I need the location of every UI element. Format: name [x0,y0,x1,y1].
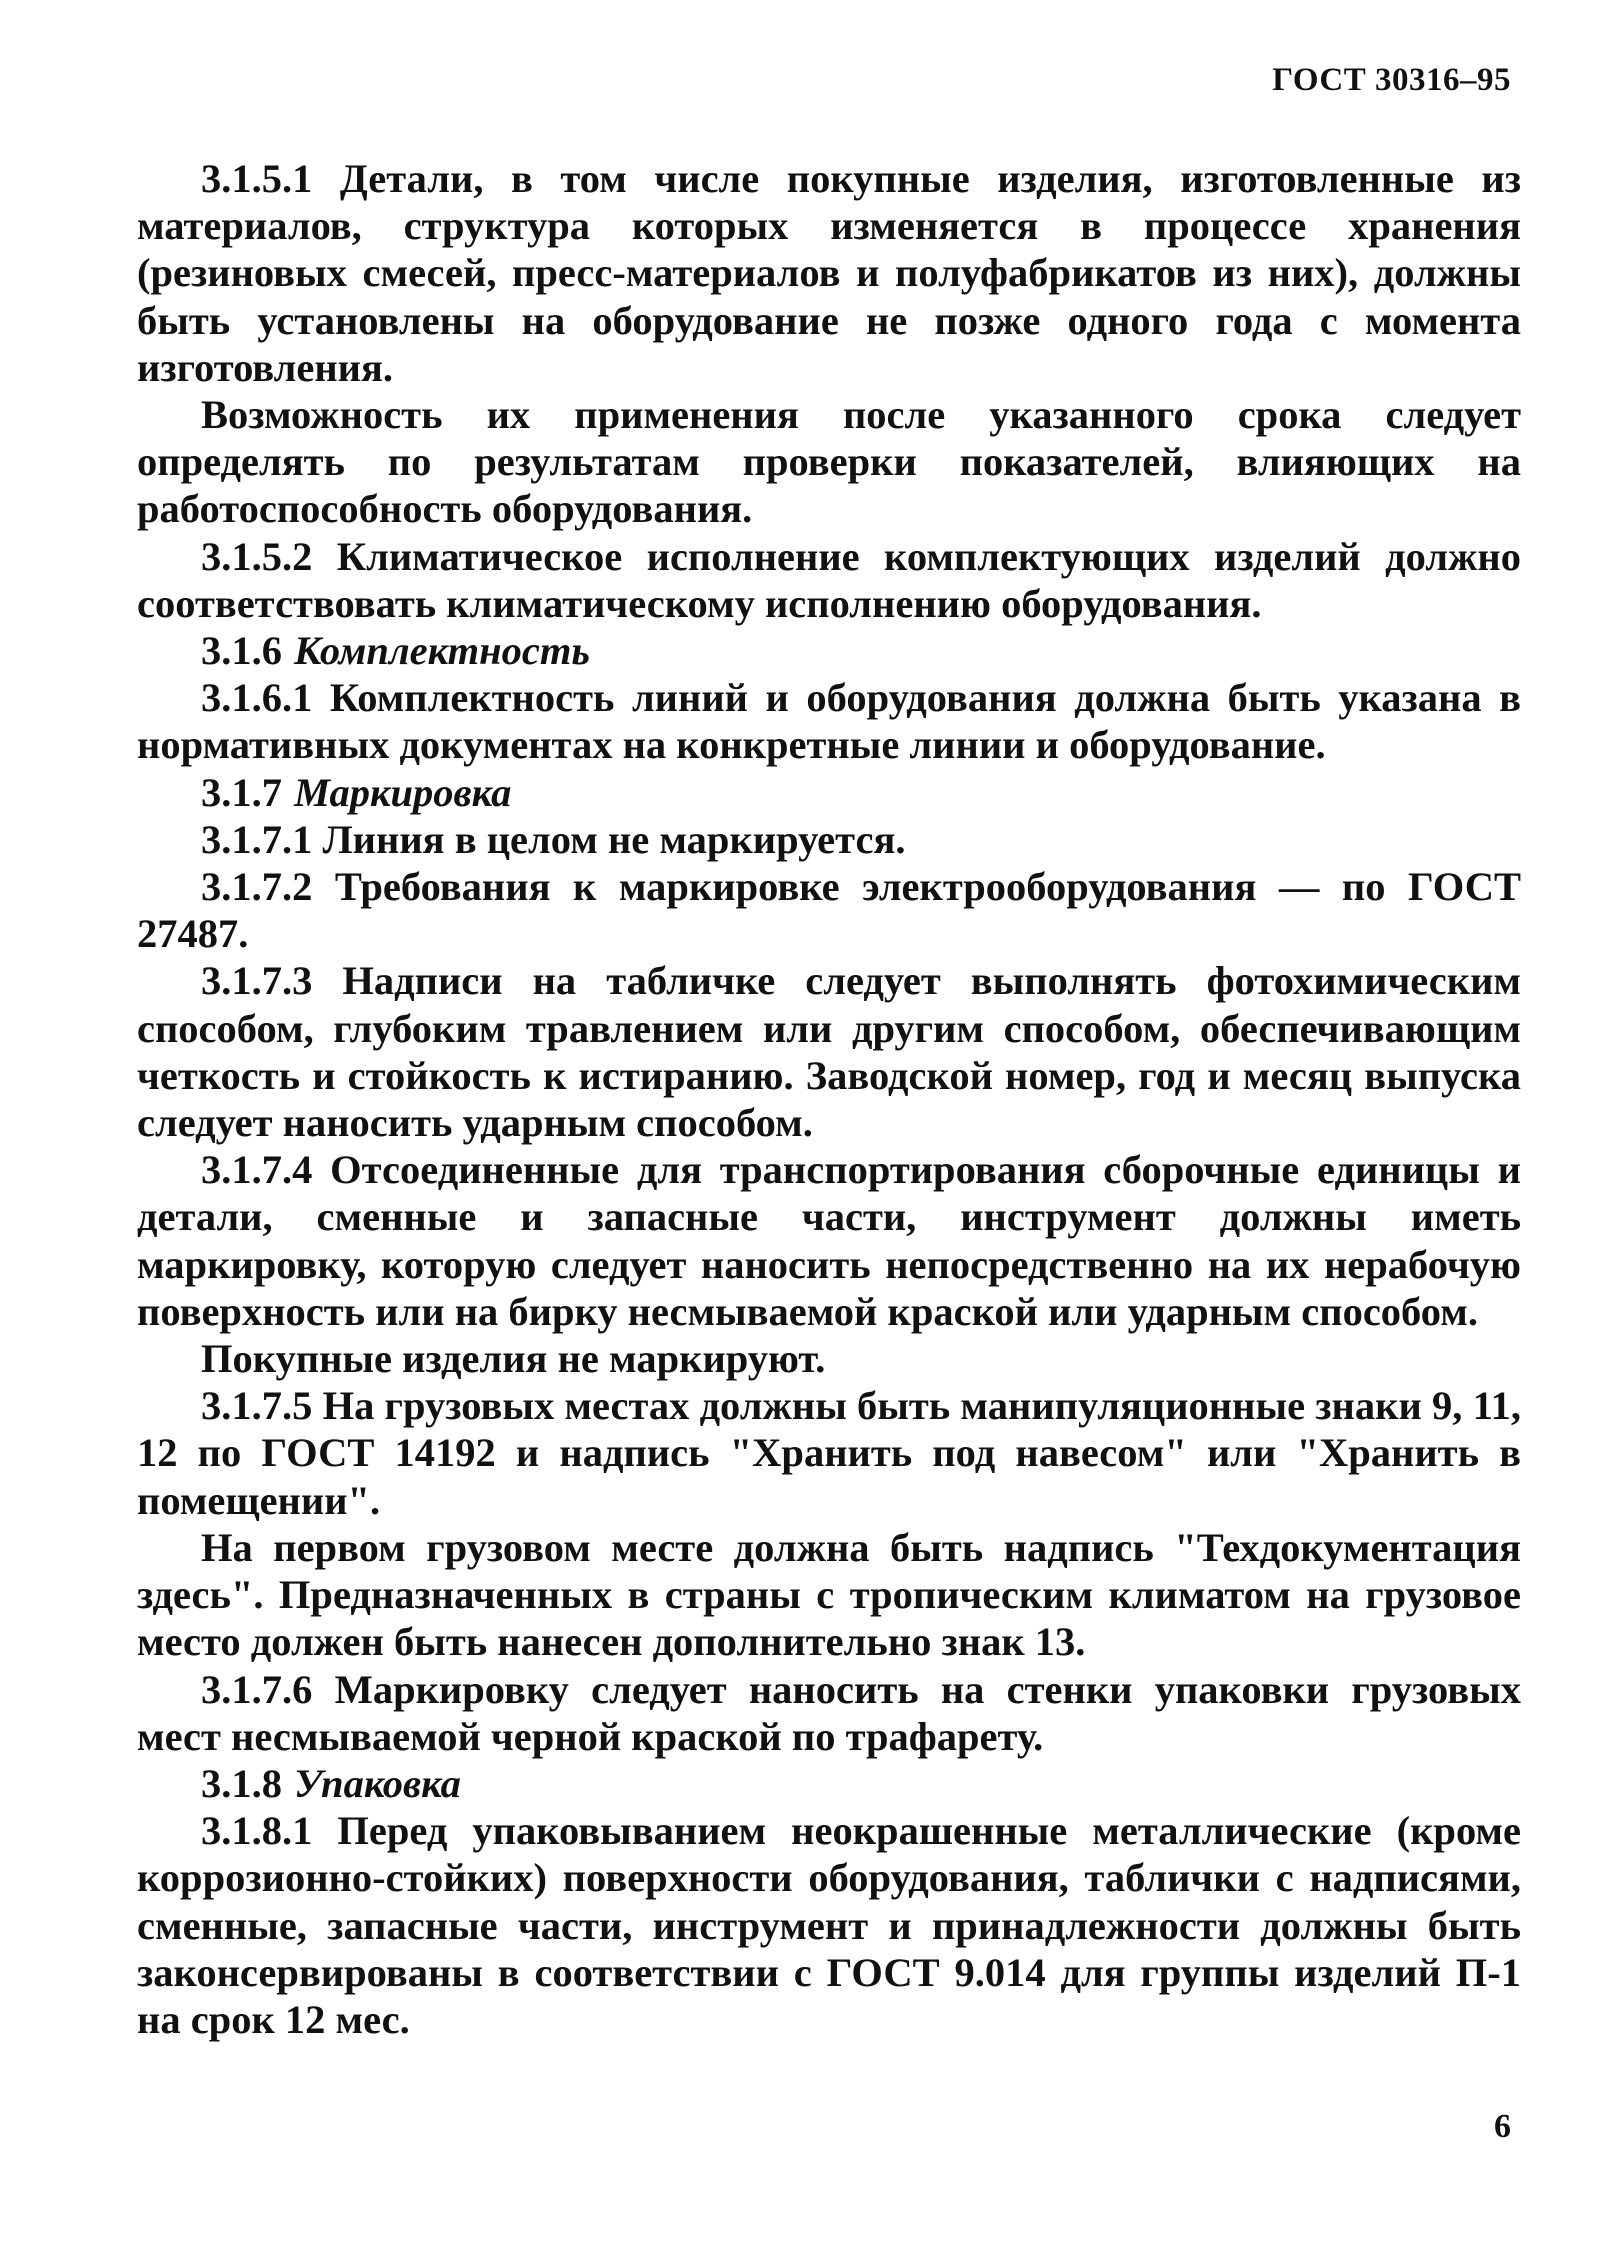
section-title: Маркировка [294,769,512,815]
paragraph-3-1-7-5: 3.1.7.5 На грузовых местах должны быть манипуляционные знаки 9, 11, 12 по ГОСТ 14192 и надпись "Хранить под навесом" или "Хранить в помещении". [137,1383,1521,1523]
paragraph-first-cargo: На первом грузовом месте должна быть надпись "Техдокументация здесь". Предназначенных в страны с тропическим климатом на грузовое место должен быть нанесен дополнительно знак 13. [137,1524,1521,1665]
paragraph-3-1-7-6: 3.1.7.6 Маркировку следует наносить на стенки упаковки грузовых мест несмываемой черной краской по трафарету. [137,1666,1521,1759]
paragraph-3-1-7-2: 3.1.7.2 Требования к маркировке электрооборудования — по ГОСТ 27487. [137,864,1521,957]
paragraph-3-1-5-2: 3.1.5.2 Климатическое исполнение комплектующих изделий должно соответствовать климатическому исполнению оборудования. [137,533,1521,626]
paragraph-3-1-7-4: 3.1.7.4 Отсоединенные для транспортирования сборочные единицы и детали, сменные и запасные части, инструмент должны иметь маркировку, которую следует наносить непосредственно на их нерабочую поверхность или на бирку несмываемой краской или ударным способом. [137,1147,1521,1334]
document-body [137,155,1521,2043]
section-title: Комплектность [294,628,590,674]
paragraph-applicability: Возможность их применения после указанного срока следует определять по результатам проверки показателей, влияющих на работоспособность оборудования. [137,392,1521,532]
standard-header: ГОСТ 30316–95 [1272,62,1511,98]
section-number: 3.1.6 [201,628,282,674]
paragraph-3-1-5-1: 3.1.5.1 Детали, в том числе покупные изделия, изготовленные из материалов, структура которых изменяется в процессе хранения (резиновых смесей, пресс-материалов и полуфабрикатов из них), должны быть установлены на оборудование не позже одного года с момента изготовления. [137,156,1521,390]
section-number: 3.1.7 [201,769,282,815]
section-heading-completeness [137,627,1521,674]
paragraph-3-1-7-3: 3.1.7.3 Надписи на табличке следует выполнять фотохимическим способом, глубоким травлением или другим способом, обеспечивающим четкость и стойкость к истиранию. Заводской номер, год и месяц выпуска следует наносить ударным способом. [137,958,1521,1146]
page-number: 6 [1494,2108,1511,2145]
section-number: 3.1.8 [201,1760,282,1806]
paragraph-3-1-8-1: 3.1.8.1 Перед упаковыванием неокрашенные металлические (кроме коррозионно-стойких) поверхности оборудования, таблички с надписями, сменные, запасные части, инструмент и принадлежности должны быть законсервированы в соответствии с ГОСТ 9.014 для группы изделий П-1 на срок 12 мес. [137,1808,1521,2042]
section-heading-packaging [137,1760,1521,1807]
section-heading-marking [137,769,1521,816]
paragraph-3-1-6-1: 3.1.6.1 Комплектность линий и оборудования должна быть указана в нормативных документах на конкретные линии и оборудование. [137,675,1521,768]
paragraph-purchased-items: Покупные изделия не маркируют. [201,1336,826,1382]
section-title: Упаковка [294,1760,461,1806]
paragraph-3-1-7-1: 3.1.7.1 Линия в целом не маркируется. [201,816,906,862]
